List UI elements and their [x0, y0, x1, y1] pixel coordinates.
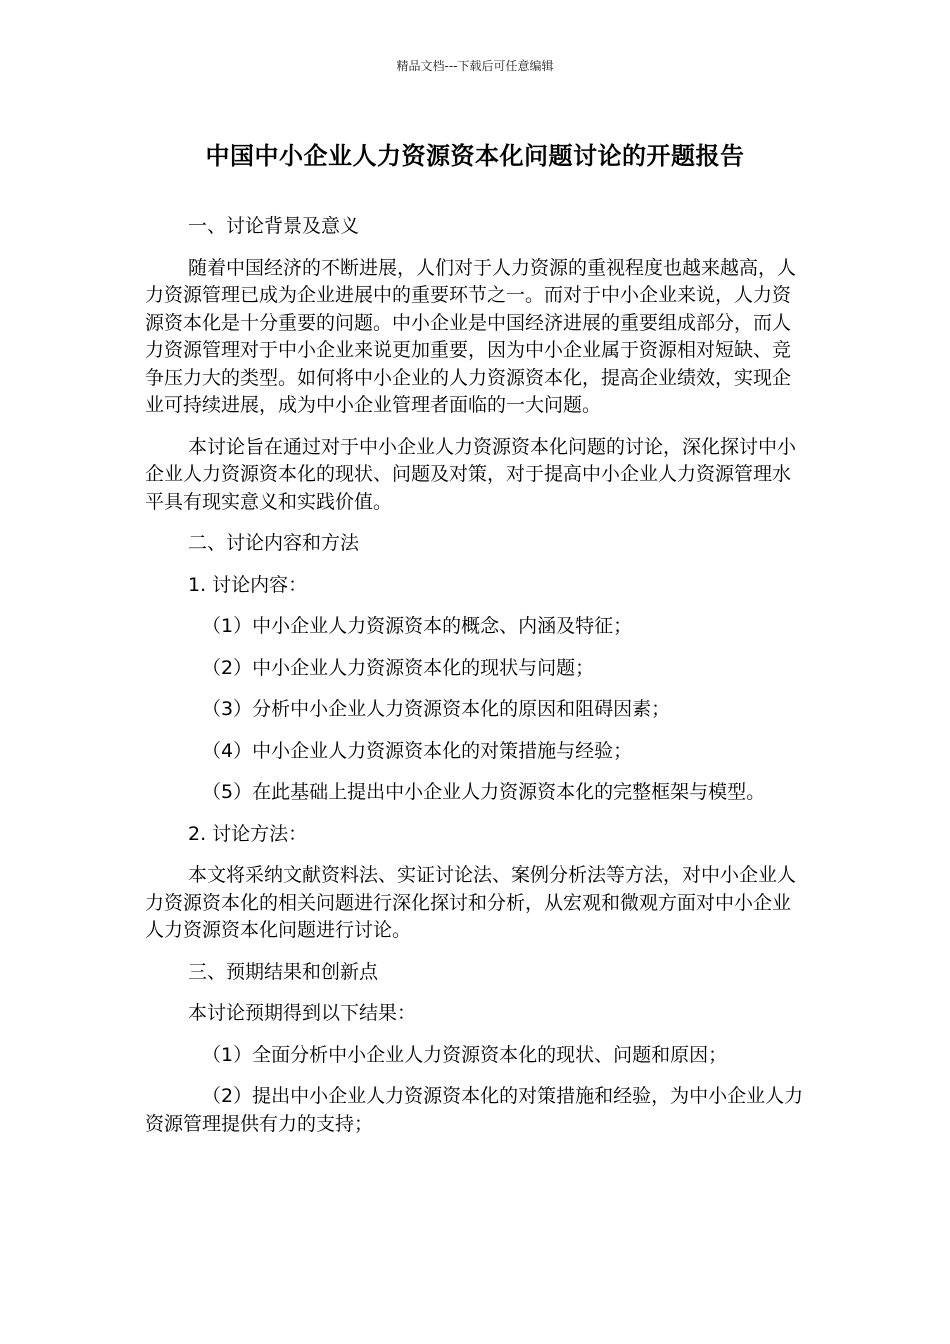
subheading-content: 1. 讨论内容：	[188, 573, 308, 596]
paragraph-method: 本文将采纳文献资料法、实证讨论法、案例分析法等方法，对中小企业人力资源资本化的相关问题进行深化探讨和分析，从宏观和微观方面对中小企业人力资源资本化问题进行讨论。	[145, 864, 797, 941]
paragraph-background: 随着中国经济的不断进展，人们对于人力资源的重视程度也越来越高，人力资源管理已成为企业进展中的重要环节之一。而对于中小企业来说，人力资源资本化是十分重要的问题。中小企业是中国经济进展的重要组成部分，而人力资源管理对于中小企业来说更加重要，因为中小企业属于资源相对短缺、竞争压力大的类型。如何将中小企业的人力资源资本化，提高企业绩效，实现企业可持续进展，成为中小企业管理者面临的一大问题。	[145, 256, 797, 416]
subheading-method: 2. 讨论方法：	[188, 822, 308, 845]
result-item-1: （1）全面分析中小企业人力资源资本化的现状、问题和原因；	[202, 1043, 728, 1066]
content-item-5: （5）在此基础上提出中小企业人力资源资本化的完整框架与模型。	[202, 781, 766, 803]
result-item-2: （2）提出中小企业人力资源资本化的对策措施和经验，为中小企业人力资源管理提供有力的支持；	[145, 1085, 804, 1135]
section-heading-content-method: 二、讨论内容和方法	[188, 532, 360, 554]
content-item-2: （2）中小企业人力资源资本化的现状与问题；	[202, 656, 595, 679]
content-item-4: （4）中小企业人力资源资本化的对策措施与经验；	[202, 739, 633, 762]
content-item-3: （3）分析中小企业人力资源资本化的原因和阻碍因素；	[202, 698, 671, 720]
content-item-1: （1）中小企业人力资源资本的概念、内涵及特征；	[202, 615, 633, 637]
document-title: 中国中小企业人力资源资本化问题讨论的开题报告	[205, 142, 745, 170]
section-heading-background: 一、讨论背景及意义	[188, 215, 360, 237]
document-body	[145, 213, 807, 1152]
section-heading-results: 三、预期结果和创新点	[188, 960, 379, 983]
paragraph-results-intro: 本讨论预期得到以下结果：	[188, 1002, 417, 1024]
header-note: 精品文档---下载后可任意编辑	[396, 59, 554, 73]
paragraph-purpose: 本讨论旨在通过对于中小企业人力资源资本化问题的讨论，深化探讨中小企业人力资源资本化的现状、问题及对策，对于提高中小企业人力资源管理水平具有现实意义和实践价值。	[145, 435, 797, 513]
